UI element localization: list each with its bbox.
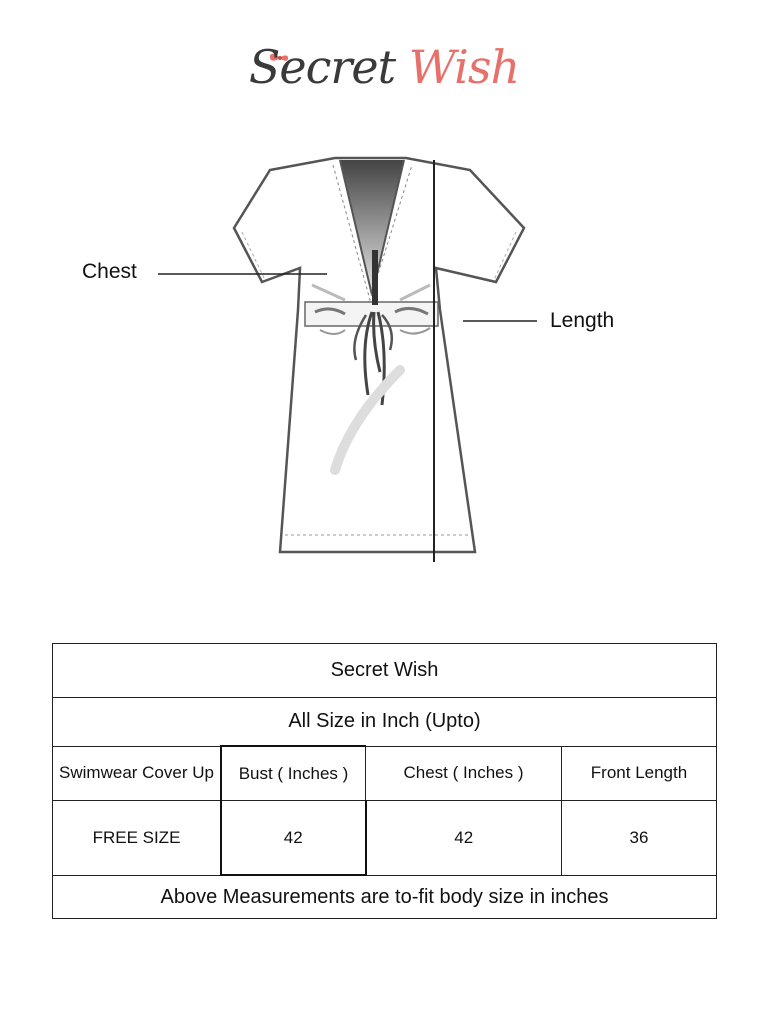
table-footer-row [53,875,717,919]
table-subtitle: All Size in Inch (Upto) [53,698,717,747]
header-chest: Chest ( Inches ) [366,746,562,801]
cell-chest: 42 [366,801,562,876]
cell-length: 36 [562,801,717,876]
cell-size: FREE SIZE [53,801,222,876]
table-title: Secret Wish [53,644,717,698]
brand-word-wish: Wish [408,40,520,94]
header-front-length: Front Length [562,746,717,801]
brand-word-secret: Secret [248,40,396,94]
cell-bust: 42 [221,801,366,876]
table-footer-note: Above Measurements are to-fit body size in inches [53,875,717,919]
header-category: Swimwear Cover Up [53,746,222,801]
header-bust: Bust ( Inches ) [221,746,366,801]
table-title-row [53,644,717,698]
table-subtitle-row [53,698,717,747]
chest-label: Chest [82,260,137,283]
table-row [53,801,717,876]
table-header-row [53,746,717,801]
length-label: Length [550,309,615,332]
size-chart-table [52,643,717,919]
